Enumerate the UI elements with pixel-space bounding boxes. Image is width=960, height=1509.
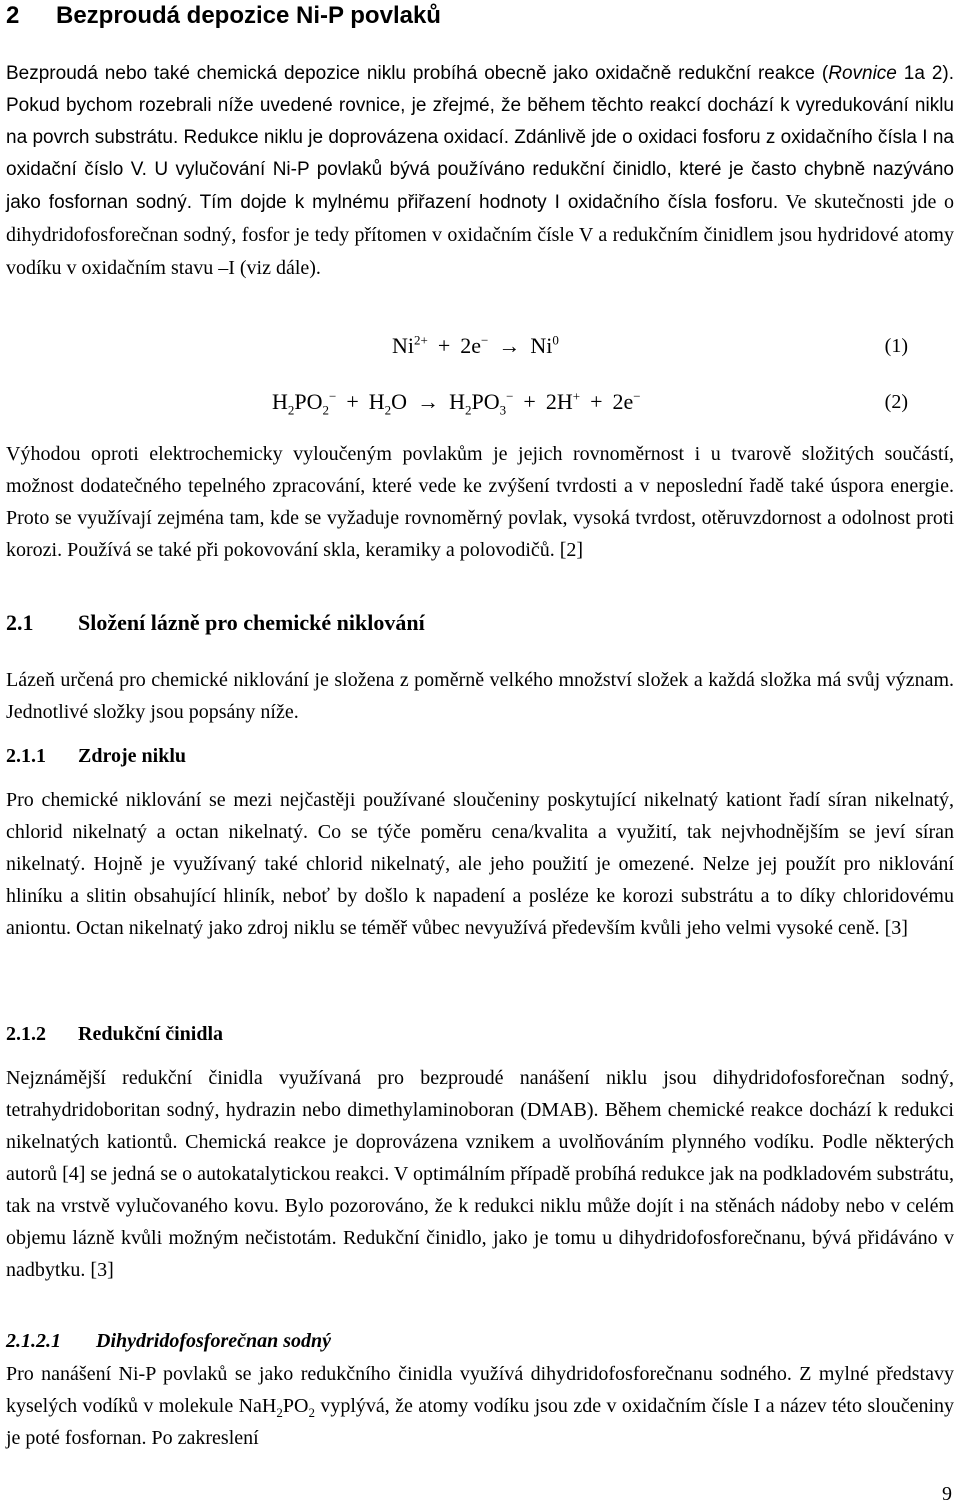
section-2-1-2-1-title: Dihydridofosforečnan sodný [96,1330,332,1352]
eq2-e-charge: − [633,388,641,404]
section-2-1-1-heading [6,742,186,770]
eq1-plus: + [437,333,451,358]
section-2-1-2-1-number: 2.1.2.1 [6,1330,61,1352]
section-2-1-1-title: Zdroje niklu [78,745,186,767]
intro-rovnice-italic: Rovnice [828,63,897,84]
eq2-sub3: 3 [499,402,507,418]
intro-paragraph [6,58,954,285]
eq2-plus: + [346,389,359,414]
section-2-1-2-heading [6,1020,223,1048]
eq2-plus3: + [590,389,603,414]
eq1-ni-product: Ni [530,333,553,358]
intro-text-c: Ve skutečnosti jde o dihydridofosforečnan sodný, fosfor je tedy přítomen v oxidačním čísle V a redukčním činidlem jsou hydridové atomy vodíku v oxidačním stavu –I (viz dále). [6,191,955,279]
section-2-1-paragraph: Lázeň určená pro chemické niklování je složena z poměrně velkého množství složek a každá složka má svůj význam. Jednotlivé složky jsou popsány níže. [6,669,954,723]
eq1-zero: 0 [552,332,559,348]
section-2-1-title: Složení lázně pro chemické niklování [78,610,425,635]
equation-2-number: (2) [884,391,908,413]
intro-text-a: Bezproudá nebo také chemická depozice niklu probíhá obecně jako oxidačně redukční reakce ( [6,63,829,84]
eq2-h-charge: + [572,388,581,404]
eq1-e-charge: − [481,332,489,348]
eq2-arrow: → [417,389,440,414]
section-2-1-2-1-heading [6,1327,331,1355]
eq2-charge: − [329,388,337,404]
equation-2 [0,382,960,422]
eq2-2h: 2H [545,389,573,414]
eq2-h3: H [449,389,465,414]
equation-2-formula [272,382,641,422]
page-number: 9 [942,1483,952,1505]
eq2-2e: 2e [612,389,634,414]
section-2-1-number: 2.1 [6,610,34,635]
section-2-1-2-title: Redukční činidla [78,1023,224,1045]
chapter-title: Bezproudá depozice Ni-P povlaků [56,2,441,29]
section-2-1-2-number: 2.1.2 [6,1023,46,1045]
eq1-ni: Ni [392,333,414,358]
eq2-po2: PO [471,389,500,414]
eq2-sub2d: 2 [464,402,472,418]
eq2-o: O [391,389,408,414]
equation-1-formula [392,326,559,366]
eq2-sub2b: 2 [322,402,330,418]
eq2-sub2c: 2 [384,402,392,418]
formula-subscript-2b: 2 [308,1405,315,1420]
section-2-1-1-paragraph: Pro chemické niklování se mezi nejčastěji používané sloučeniny poskytující nikelnatý kationt řadí síran nikelnatý, chlorid nikelnatý a octan nikelnatý. Co se týče poměru cena/kvalita a využití, tak nejvhodnějším se jeví síran nikelnatý. Hojně je využívaný také chlorid nikelnatý, ale jeho použití je omezené. Nelze jej použít pro niklování hliníku a slitin obsahující hliník, neboť by došlo k napadení a posléze ke korozi substrátu a to díky chloridovému aniontu. Octan nikelnatý jako zdroj niklu se téměř vůbec nevyužívá především kvůli jeho velmi vysoké ceně. [3] [6,789,954,939]
eq2-sub2: 2 [287,402,295,418]
equation-1 [0,326,960,366]
chapter-number: 2 [6,2,20,29]
eq1-charge: 2+ [414,332,428,348]
eq2-plus2: + [523,389,536,414]
formula-subscript-2: 2 [276,1405,283,1420]
intro-text-b: 1a 2). Pokud bychom rozebrali níže uvedené rovnice, je zřejmé, že během těchto reakcí dochází k vyredukování niklu na povrch substrátu. Redukce niklu je doprovázena oxidací. Zdánlivě jde o oxidaci fosforu z oxidačního čísla I na oxidační číslo V. U vylučování Ni-P povlaků bývá používáno redukční činidlo, které je často chybně nazýváno jako fosfornan sodný. Tím dojde k mylnému přiřazení hodnoty I oxidačního čísla fosforu. [6,63,954,213]
section-2-1-2-1-text-b: vyplývá, že atomy vodíku jsou zde v oxidačním čísle I a název této sloučeniny je poté fosfornan. Po zakreslení [6,1395,954,1449]
chapter-heading [6,0,441,32]
section-2-1-2-1-text-a: Pro nanášení Ni-P povlaků se jako redukčního činidla využívá dihydridofosforečnanu sodného. Z mylné představy kyselých vodíků v molekule NaH [6,1363,954,1417]
eq1-2e: 2e [460,333,482,358]
section-2-1-1-number: 2.1.1 [6,745,46,767]
section-2-1-heading [6,608,425,638]
section-2-1-2-paragraph: Nejznámější redukční činidla využívaná pro bezproudé nanášení niklu jsou dihydridofosforečnan sodný, tetrahydridoboritan sodný, hydrazin nebo dimethylaminoboran (DMAB). Během chemické reakce dochází k redukci nikelnatých kationtů. Chemická reakce je doprovázena vznikem a uvolňováním plynného vodíku. Podle některých autorů [4] se jedná se o autokatalytickou reakci. V optimálním případě probíhá redukce jak na podkladovém substrátu, tak na vrstvě vylučovaného kovu. Bylo pozorováno, že k redukci niklu může dojít i na stěnách nádoby nebo v celém objemu lázně kvůli možným nečistotám. Redukční činidlo, jako je tomu u dihydridofosforečnanu, bývá přidáváno v nadbytku. [3] [6,1067,954,1281]
eq1-arrow: → [498,333,521,358]
eq2-h2: H [368,389,385,414]
equation-1-number: (1) [884,335,908,357]
advantages-paragraph: Výhodou oproti elektrochemicky vyloučeným povlakům je jejich rovnoměrnost i u tvarově složitých součástí, možnost dodatečného tepelného zpracování, které vede ke zvýšení tvrdosti a v neposlední řadě také úspora energie. Proto se využívají zejména tam, kde se vyžaduje rovnoměrný povlak, vysoká tvrdost, otěruvzdornost a odolnost proti korozi. Používá se také při pokovování skla, keramiky a polovodičů. [2] [6,443,954,561]
eq2-charge2: − [506,388,514,404]
section-2-1-2-1-paragraph [6,1358,954,1454]
eq2-h: H [272,389,288,414]
eq2-po: PO [294,389,323,414]
formula-po: PO [282,1395,309,1417]
